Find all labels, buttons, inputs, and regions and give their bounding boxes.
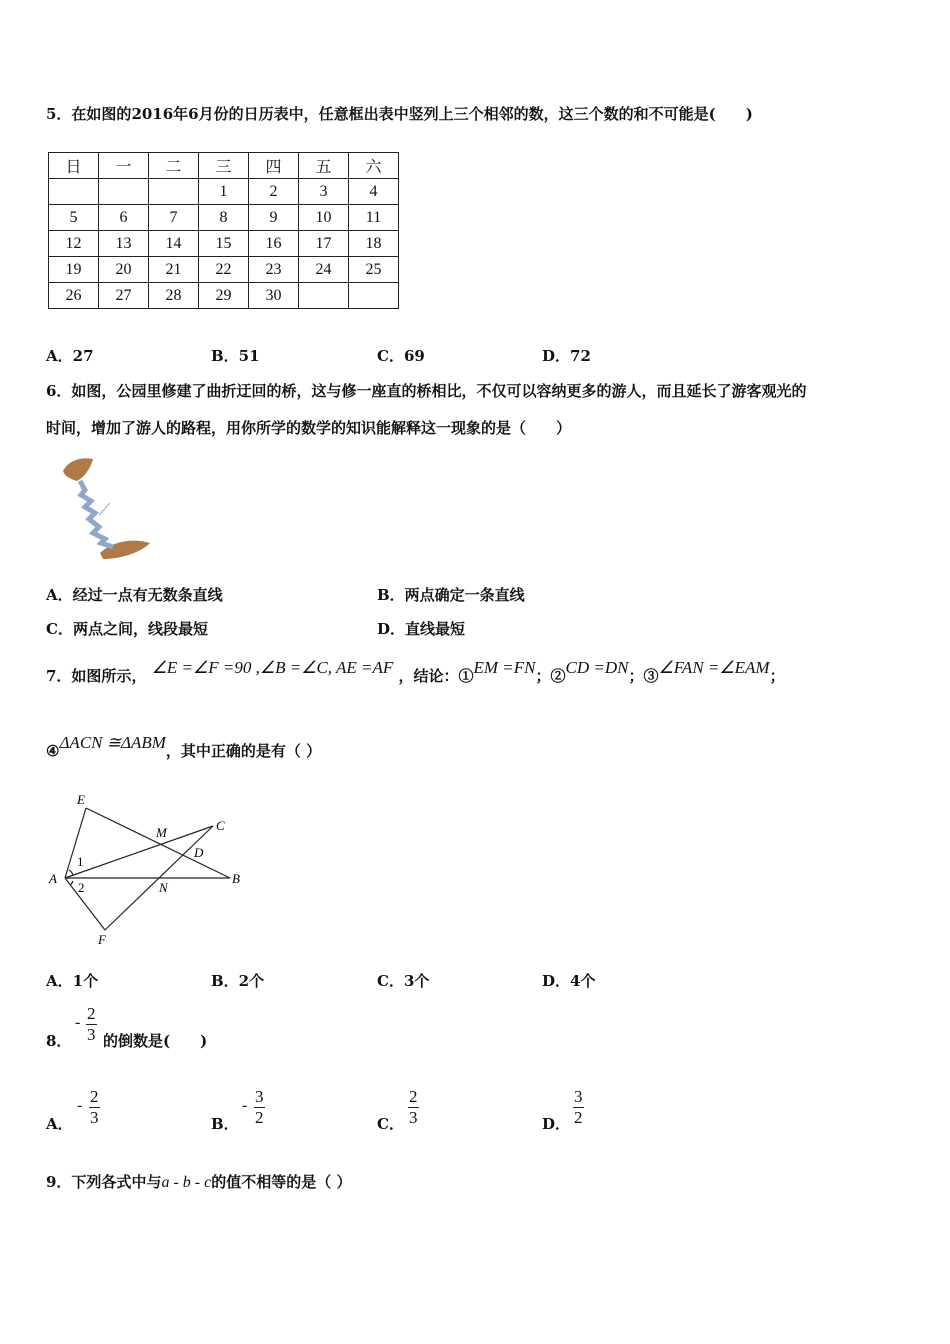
island-top bbox=[63, 458, 93, 481]
zigzag-bridge-image bbox=[55, 455, 155, 565]
calendar-cell: 19 bbox=[49, 257, 99, 283]
question-6-line2: 时间，增加了游人的路程，用你所学的数学的知识能解释这一现象的是（ ） bbox=[46, 419, 572, 437]
calendar-cell: 7 bbox=[149, 205, 199, 231]
q5-option-b: B．51 bbox=[211, 347, 260, 365]
calendar-cell: 25 bbox=[349, 257, 399, 283]
q7-option-b: B．2个 bbox=[211, 972, 265, 990]
question-6-line1: 6．如图，公园里修建了曲折迂回的桥，这与修一座直的桥相比，不仅可以容纳更多的游人，而且延长了游客观光的 bbox=[46, 382, 807, 400]
q8-option-d-fraction bbox=[573, 1087, 584, 1128]
q7-option-c: C．3个 bbox=[377, 972, 430, 990]
calendar-cell bbox=[49, 179, 99, 205]
q7-suffix: ，其中正确的是有（ ） bbox=[165, 742, 322, 760]
calendar-cell: 16 bbox=[249, 231, 299, 257]
label-e: E bbox=[77, 792, 85, 807]
q7-conclusion-2: CD =DN bbox=[565, 658, 629, 677]
denominator: 2 bbox=[255, 1108, 264, 1127]
question-7-line1 bbox=[46, 658, 785, 686]
numerator: 2 bbox=[409, 1087, 418, 1106]
calendar-header: 日 bbox=[49, 153, 99, 179]
q7-conclusion-4: ΔACN ≅ΔABM bbox=[59, 733, 166, 752]
label-f: F bbox=[98, 932, 106, 947]
calendar-row bbox=[49, 257, 399, 283]
label-m: M bbox=[156, 825, 167, 840]
calendar-cell: 13 bbox=[99, 231, 149, 257]
calendar-header: 一 bbox=[99, 153, 149, 179]
q8-suffix: 的倒数是( ) bbox=[103, 1032, 208, 1050]
calendar-cell: 21 bbox=[149, 257, 199, 283]
calendar-cell: 9 bbox=[249, 205, 299, 231]
q8-option-a-fraction bbox=[89, 1087, 100, 1128]
q7-condition: ∠E =∠F =90 ,∠B =∠C, AE =AF bbox=[151, 658, 394, 677]
q7-prefix: 7．如图所示， bbox=[46, 667, 147, 685]
denominator: 2 bbox=[574, 1108, 583, 1127]
numerator: 2 bbox=[87, 1004, 96, 1023]
calendar-cell: 14 bbox=[149, 231, 199, 257]
q8-option-b-fraction bbox=[254, 1087, 265, 1128]
calendar-header: 五 bbox=[299, 153, 349, 179]
calendar-cell: 24 bbox=[299, 257, 349, 283]
numerator: 2 bbox=[90, 1087, 99, 1106]
q7-c4-label: ④ bbox=[46, 742, 60, 760]
calendar-cell: 27 bbox=[99, 283, 149, 309]
label-1: 1 bbox=[77, 854, 84, 869]
q5-option-c: C．69 bbox=[377, 347, 425, 365]
q6-option-d: D．直线最短 bbox=[377, 620, 466, 638]
q9-expression: a - b - c bbox=[161, 1174, 212, 1191]
q7-option-a: A．1个 bbox=[46, 972, 99, 990]
question-7-line2 bbox=[46, 733, 322, 761]
q7-conclusion-1: EM =FN bbox=[473, 658, 536, 677]
calendar-cell: 2 bbox=[249, 179, 299, 205]
calendar-row bbox=[49, 283, 399, 309]
q8-option-d-label: D． bbox=[542, 1115, 571, 1133]
label-a: A bbox=[49, 871, 57, 886]
label-b: B bbox=[232, 871, 240, 886]
q8-option-c-fraction bbox=[408, 1087, 419, 1128]
q8-option-b-label: B． bbox=[211, 1115, 239, 1133]
q8-neg: - bbox=[75, 1014, 81, 1031]
calendar-cell: 18 bbox=[349, 231, 399, 257]
calendar-cell: 28 bbox=[149, 283, 199, 309]
q7-conclusion-label: ，结论：① bbox=[398, 667, 474, 685]
question-9-text bbox=[46, 1171, 351, 1192]
calendar-cell: 6 bbox=[99, 205, 149, 231]
calendar-cell: 4 bbox=[349, 179, 399, 205]
calendar-cell: 11 bbox=[349, 205, 399, 231]
calendar-cell: 10 bbox=[299, 205, 349, 231]
q8-option-b-neg: - bbox=[242, 1097, 248, 1114]
numerator: 3 bbox=[255, 1087, 264, 1106]
q7-sep: ； bbox=[769, 667, 785, 685]
q6-option-b: B．两点确定一条直线 bbox=[377, 586, 525, 604]
calendar-cell: 26 bbox=[49, 283, 99, 309]
denominator: 3 bbox=[87, 1025, 96, 1044]
geometry-figure bbox=[40, 780, 260, 950]
calendar-cell: 15 bbox=[199, 231, 249, 257]
calendar-cell: 23 bbox=[249, 257, 299, 283]
calendar-cell bbox=[299, 283, 349, 309]
q8-option-c-label: C． bbox=[377, 1115, 404, 1133]
label-d: D bbox=[194, 845, 204, 860]
q6-option-c: C．两点之间，线段最短 bbox=[46, 620, 208, 638]
label-n: N bbox=[159, 880, 168, 895]
q5-option-a: A．27 bbox=[46, 347, 94, 365]
denominator: 3 bbox=[90, 1108, 99, 1127]
calendar-header: 四 bbox=[249, 153, 299, 179]
q7-sep: ；② bbox=[535, 667, 566, 685]
calendar-cell: 20 bbox=[99, 257, 149, 283]
calendar-cell bbox=[349, 283, 399, 309]
q8-option-a-neg: - bbox=[77, 1097, 83, 1114]
label-c: C bbox=[216, 818, 225, 833]
calendar-header: 六 bbox=[349, 153, 399, 179]
calendar-cell bbox=[149, 179, 199, 205]
calendar-cell: 1 bbox=[199, 179, 249, 205]
calendar-cell: 29 bbox=[199, 283, 249, 309]
q5-option-d: D．72 bbox=[542, 347, 591, 365]
calendar-header: 三 bbox=[199, 153, 249, 179]
calendar-cell: 8 bbox=[199, 205, 249, 231]
calendar-cell: 17 bbox=[299, 231, 349, 257]
question-5-text: 5．在如图的2016年6月份的日历表中，任意框出表中竖列上三个相邻的数，这三个数的和不可能是( ) bbox=[46, 105, 753, 123]
label-2: 2 bbox=[78, 880, 85, 895]
calendar-row bbox=[49, 205, 399, 231]
q8-option-a-label: A． bbox=[46, 1115, 73, 1133]
calendar-cell bbox=[99, 179, 149, 205]
calendar-table bbox=[48, 152, 399, 309]
denominator: 3 bbox=[409, 1108, 418, 1127]
q9-suffix: 的值不相等的是（ ） bbox=[211, 1173, 352, 1191]
calendar-cell: 30 bbox=[249, 283, 299, 309]
bridge-path bbox=[80, 481, 113, 547]
calendar-cell: 5 bbox=[49, 205, 99, 231]
q9-prefix: 9．下列各式中与 bbox=[46, 1173, 162, 1191]
q7-conclusion-3: ∠FAN =∠EAM bbox=[658, 658, 770, 677]
calendar-cell: 12 bbox=[49, 231, 99, 257]
calendar-row bbox=[49, 179, 399, 205]
numerator: 3 bbox=[574, 1087, 583, 1106]
q8-number: 8． bbox=[46, 1032, 72, 1050]
calendar-header-row bbox=[49, 153, 399, 179]
q6-option-a: A．经过一点有无数条直线 bbox=[46, 586, 223, 604]
calendar-row bbox=[49, 231, 399, 257]
q7-option-d: D．4个 bbox=[542, 972, 596, 990]
calendar-cell: 3 bbox=[299, 179, 349, 205]
q8-fraction bbox=[86, 1004, 97, 1045]
q7-sep: ；③ bbox=[628, 667, 659, 685]
calendar-header: 二 bbox=[149, 153, 199, 179]
calendar-cell: 22 bbox=[199, 257, 249, 283]
